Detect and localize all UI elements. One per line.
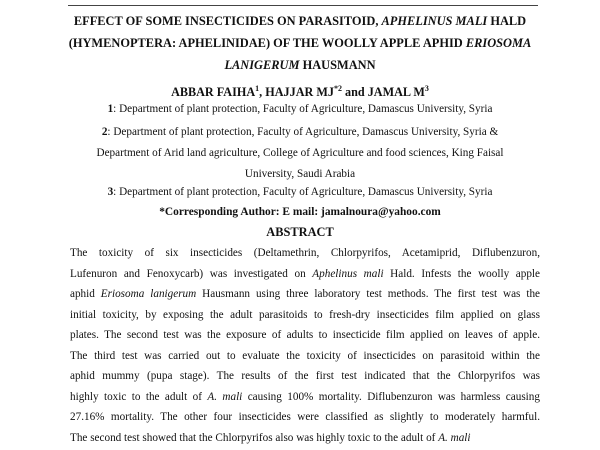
title-species-italic: APHELINUS MALI [381, 14, 488, 28]
abstract-line: aphid mummy (pupa stage). The results of the first test indicated that the Chlorpyrifos was [70, 370, 540, 382]
author-separator: and [341, 85, 368, 100]
affiliation-line: Department of Arid land agriculture, College of Agriculture and food sciences, King Faisal [96, 147, 504, 159]
affiliation-line: University, Saudi Arabia [244, 168, 356, 180]
title-line-3 [30, 54, 570, 76]
title-text: HALD [487, 14, 527, 28]
author-affiliation-mark: *2 [333, 84, 342, 93]
abstract-line [70, 264, 540, 285]
author-name: HAJJAR MJ [265, 85, 334, 100]
affiliation-number: 1 [107, 103, 114, 115]
abstract-text: Hausmann using three laboratory test methods. The first test was the [196, 288, 540, 300]
affiliation-2 [30, 122, 570, 185]
abstract-text: highly toxic to the adult of [70, 390, 208, 403]
title-text: (HYMENOPTERA: APHELINIDAE) OF THE WOOLLY APPLE APHID [68, 36, 466, 50]
paper-title [30, 10, 570, 76]
affiliation-3 [30, 182, 570, 203]
species-italic: Eriosoma lanigerum [100, 288, 197, 300]
corresponding-author: *Corresponding Author: E mail: jamalnoura@yahoo.com [159, 206, 441, 218]
species-italic: A. mali [207, 390, 243, 403]
title-text: HAUSMANN [299, 58, 376, 72]
abstract-line: The third test was carried out to evaluate the toxicity of insecticides on parasitoid within the [70, 349, 540, 362]
author-affiliation-mark: 1 [255, 84, 260, 93]
affiliation-line [30, 122, 570, 143]
species-italic: Aphelinus mali [312, 267, 384, 280]
top-rule [68, 5, 538, 6]
author-name: JAMAL M [367, 85, 425, 100]
abstract-line: plates. The second test was the exposure of adults to insecticide film applied on leaves of apple. [70, 329, 540, 341]
author-list [30, 80, 570, 101]
affiliation-1 [30, 99, 570, 120]
affiliation-text: : Department of plant protection, Faculty of Agriculture, Damascus University, Syria & [107, 126, 499, 138]
title-species-italic: LANIGERUM [224, 58, 300, 72]
affiliation-text: : Department of plant protection, Faculty of Agriculture, Damascus University, Syria [113, 103, 493, 115]
abstract-heading: ABSTRACT [266, 225, 334, 239]
abstract-text: Hald. Infests the woolly apple [383, 267, 540, 280]
abstract-body [70, 243, 540, 448]
affiliation-number: 2 [101, 126, 108, 138]
abstract-line [70, 284, 540, 305]
author-separator: , [259, 85, 266, 100]
abstract-text: Lufenuron and Fenoxycarb) was investigated on [70, 267, 313, 280]
author-name: ABBAR FAIHA [171, 85, 256, 100]
abstract-text: The second test showed that the Chlorpyrifos also was highly toxic to the adult of [70, 431, 439, 444]
abstract-text: causing 100% mortality. Diflubenzuron was harmless causing [242, 390, 540, 403]
title-species-italic: ERIOSOMA [465, 36, 532, 50]
abstract-line [70, 428, 540, 449]
abstract-text: aphid [70, 288, 101, 300]
abstract-line: The toxicity of six insecticides (Deltamethrin, Chlorpyrifos, Acetamiprid, Diflubenzuron, [70, 247, 540, 259]
affiliation-number: 3 [107, 186, 114, 198]
species-italic: A. mali [438, 431, 471, 444]
title-line-2 [30, 32, 570, 54]
abstract-line: 27.16% mortality. The other four insecticides were classified as slightly to moderately harmful. [70, 411, 540, 423]
abstract-line: initial toxicity, by exposing the adult parasitoids to fresh-dry insecticides film applied on glass [70, 308, 540, 321]
author-affiliation-mark: 3 [424, 84, 429, 93]
title-line-1 [30, 10, 570, 32]
title-text: EFFECT OF SOME INSECTICIDES ON PARASITOID, [73, 14, 382, 28]
abstract-line [70, 387, 540, 408]
affiliation-text: : Department of plant protection, Faculty of Agriculture, Damascus University, Syria [113, 186, 493, 198]
